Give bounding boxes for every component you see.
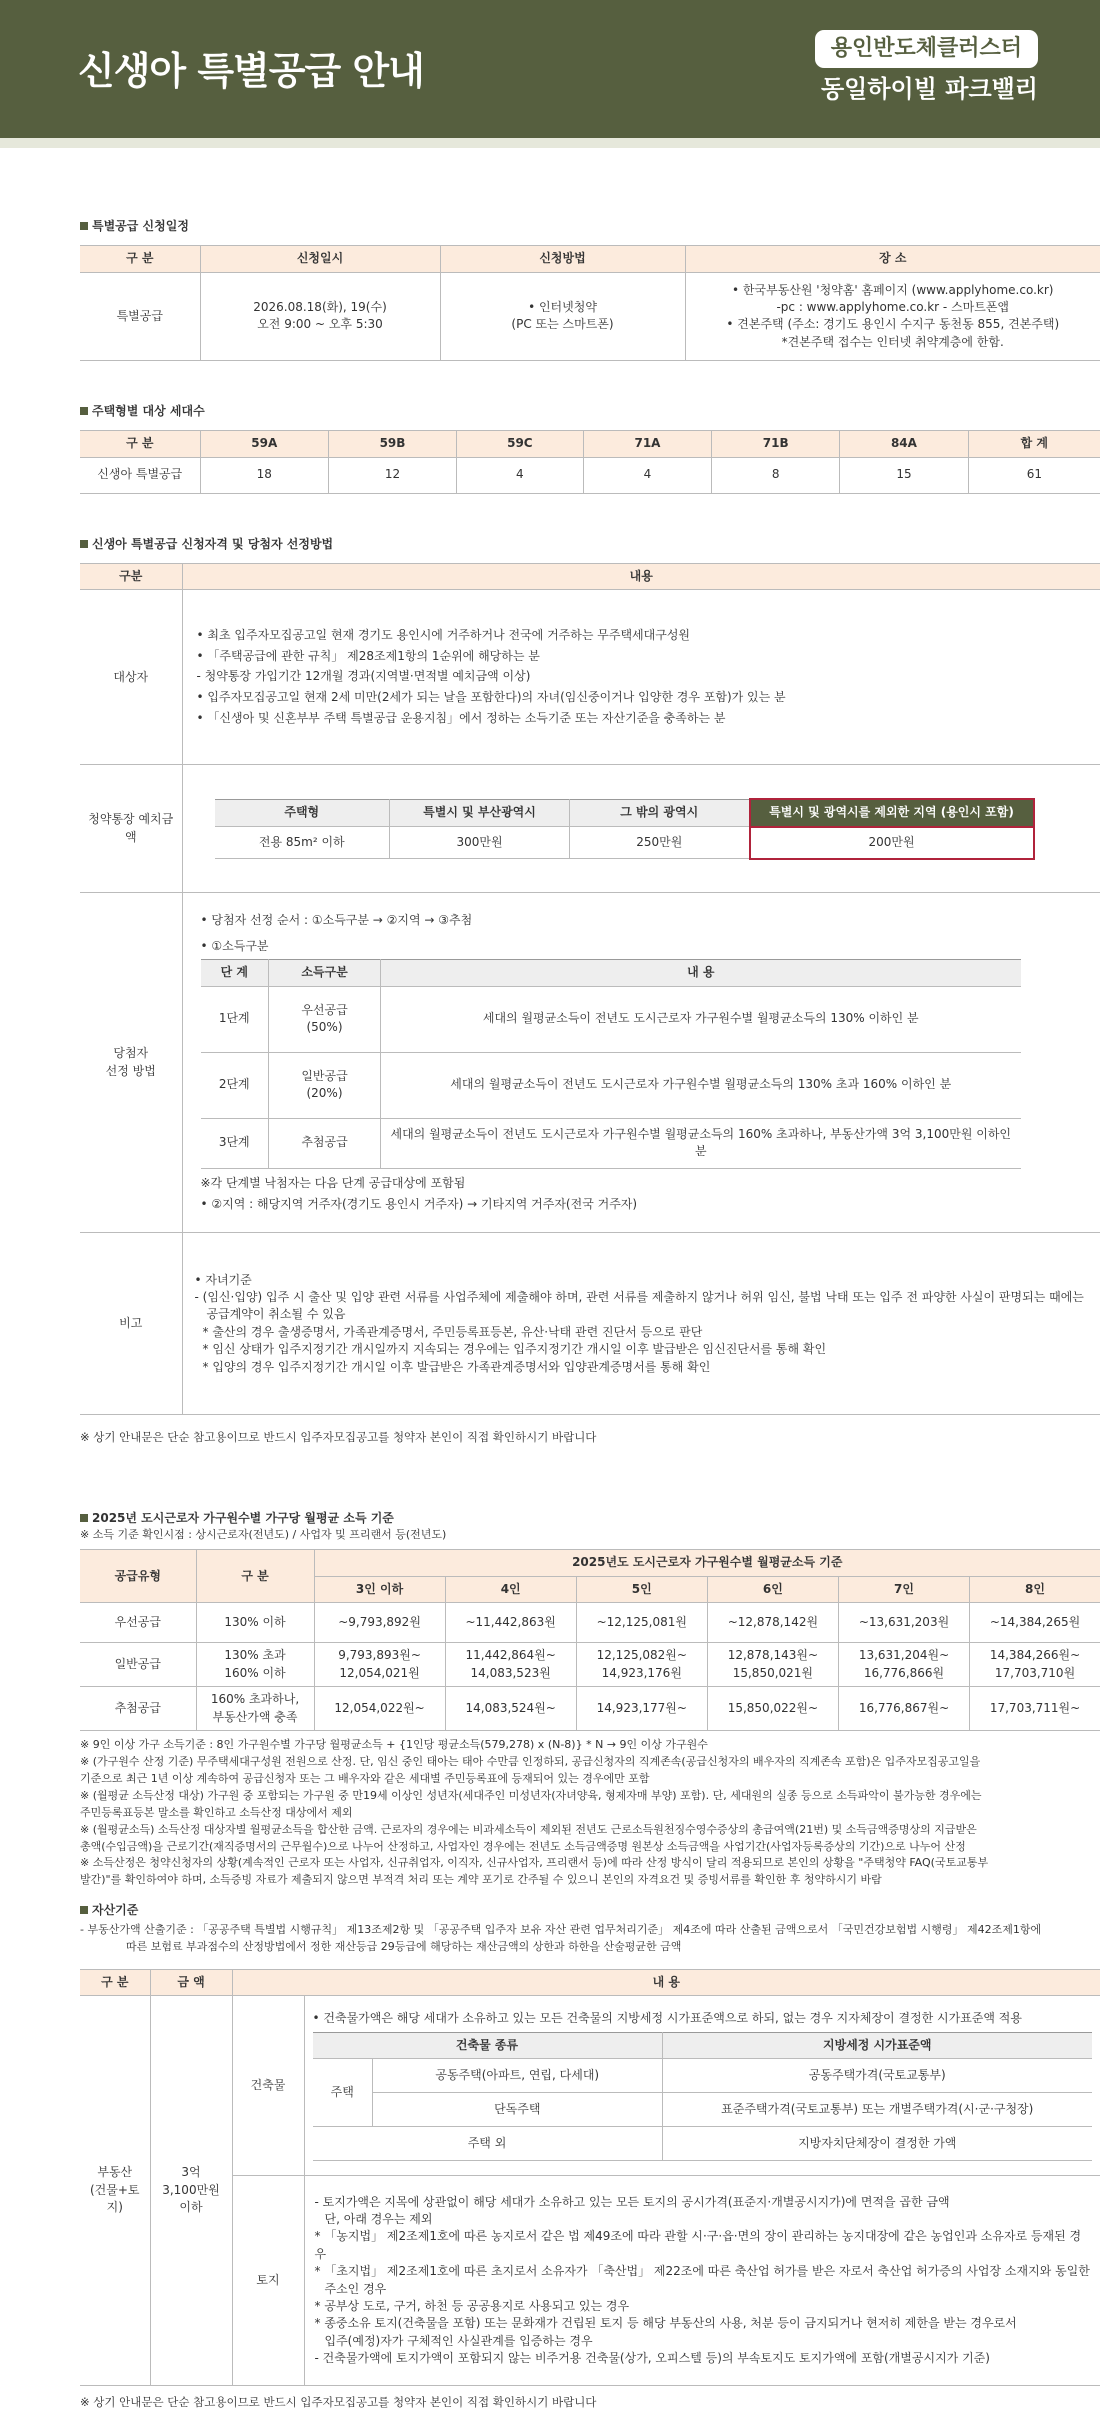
header-divider bbox=[0, 138, 1100, 148]
apply-date: 2026.08.18(화), 19(수) 오전 9:00 ~ 오후 5:30 bbox=[200, 272, 440, 360]
row-label: 청약통장 예치금액 bbox=[80, 765, 182, 893]
income-check-note: ※ 소득 기준 확인시점 : 상시근로자(전년도) / 사업자 및 프리랜서 등(전년도) bbox=[80, 1528, 447, 1542]
disclaimer: ※ 상기 안내문은 단순 참고용이므로 반드시 입주자모집공고를 청약자 본인이 직접 확인하시기 바랍니다 bbox=[80, 1430, 597, 1445]
table-cell: 12 bbox=[329, 457, 457, 493]
income-title: 2025년 도시근로자 가구원수별 가구당 월평균 소득 기준 bbox=[80, 1510, 1100, 1527]
asset-title: 자산기준 bbox=[80, 1902, 1100, 1919]
col-header: 구분 bbox=[80, 563, 182, 589]
table-cell: 18 bbox=[200, 457, 329, 493]
row-label: 대상자 bbox=[80, 590, 182, 765]
income-notes: ※ 9인 이상 가구 소득기준 : 8인 가구원수별 가구당 월평균소득 + {1인당 평균소득(579,278) x (N-8)} * N → 9인 이상 가구원수 ※ (가구원수 산정 기준) 무주택세대구성원 전원으로 산정. 단, 임신 중인 태아는 태아 수만큼 인정하되, 공급신청자의 직계존속(공급신청자의 배우자의 직계존속 포함)은 입주자모집공고일을 기준으로 최근 1년 이상 계속하여 공급신청자 또는 그 배우자와 같은 세대별 주민등록표에 등재되어 있는 경우에만 포함 ※ (월평균 소득산정 대상) 가구원 중 포함되는 가구원 중 만19세 이상인 성년자(세대주인 미성년자(자녀양육, 형제자매 부양) 포함). 단, 세대원의 실종 등으로 소득파악이 불가능한 경우에는 주민등록표등본 말소를 확인하고 소득산정 대상에서 제외 ※ (월평균소득) 소득산정 대상자별 월평균소득을 합산한 금액. 근로자의 경우에는 비과세소득이 제외된 전년도 근로소득원천징수영수증상의 총급여액(21번) 및 소득금액증명상의 지급받은 총액(수입금액)을 근로기간(재직증명서의 근무월수)으로 나누어 산정하고, 사업자인 경우에는 전년도 소득금액증명 원본상 소득금액을 사업기간(사업자등록증상의 기간)으로 나누어 산정 ※ 소득산정은 청약신청자의 상황(계속적인 근로자 또는 사업자, 신규취업자, 이직자, 신규사업자, 프리랜서 등)에 따라 산정 방식이 달리 적용되므로 본인의 상황을 "주택청약 FAQ(국토교통부 발간)"를 확인하여야 하며, 소득증빙 자료가 제출되지 않으면 부적격 처리 또는 계약 포기로 간주될 수 있으니 본인의 자격요건 및 증빙서류를 확인한 후 청약하시기 바람 bbox=[80, 1737, 989, 1887]
income-stage-table: 단 계 소득구분 내 용 1단계 우선공급 (50%) 세대의 월평균소득이 전년도 도시근로자 가구원수별 월평균소득의 130% 이하인 분 2단계 일반공급 (20%) 세대의 월평균소득이 전년도 도시근로자 가구원수별 월평균소득의 130% 초과 160% 이하인 분 3단계 추첨공급 세대의 월평균소득이 전년도 도시근로자 가구원수별 월평균소득의 160% 초과하나, 부동산가액 3억 3,100만원 이하인 분 bbox=[201, 959, 1021, 1168]
disclaimer-bottom: ※ 상기 안내문은 단순 참고용이므로 반드시 입주자모집공고를 청약자 본인이 직접 확인하시기 바랍니다 bbox=[80, 2395, 597, 2409]
table-cell: 4 bbox=[456, 457, 583, 493]
winner-content: • 당첨자 선정 순서 : ①소득구분 → ②지역 → ③추첨 • ①소득구분 단 계 소득구분 내 용 1단계 우선공급 (50%) 세대의 월평균소득이 전년도 도시근로자 가구원수별 월평균소득의 130% 이하인 분 2단계 일반공급 (20%) 세대의 월평균소득이 전년도 도시근로자 가구원수별 월평균소득의 130% 초과 160% 이하인 분 3단계 추첨공급 세대의 월평균소득이 전년도 도시근로자 가구원수별 월평균소득의 160% 초과하나, 부동산가액 3억 3,100만원 이하인 분 ※각 단계별 낙첨자는 다음 단계 공급대상에 포함됨 • ②지역 : 해당지역 거주자(경기도 용인시 거주자) → 기타지역 거주자(전국 거주자) bbox=[182, 893, 1100, 1233]
col-header: 71B bbox=[712, 431, 840, 457]
apply-place: • 한국부동산원 '청약홈' 홈페이지 (www.applyhome.co.kr) -pc : www.applyhome.co.kr - 스마트폰앱 • 견본주택 (주소: 경기도 용인시 수지구 동천동 855, 견본주택) *견본주택 접수는 인터넷 취약계층에 한함. bbox=[685, 272, 1100, 360]
complex-name: 동일하이빌 파크밸리 bbox=[820, 75, 1038, 103]
col-header: 신청방법 bbox=[440, 246, 685, 272]
col-header: 구 분 bbox=[80, 246, 200, 272]
col-header: 내용 bbox=[182, 563, 1100, 589]
col-header: 장 소 bbox=[685, 246, 1100, 272]
supply-type: 특별공급 bbox=[80, 272, 200, 360]
table-cell: 8 bbox=[712, 457, 840, 493]
col-header: 59C bbox=[456, 431, 583, 457]
asset-table: 구 분 금 액 내 용 부동산 (건물+토지) 3억 3,100만원 이하 건축물 • 건축물가액은 해당 세대가 소유하고 있는 모든 건축물의 지방세정 시가표준액으로 하되, 없는 경우 지자체장이 결정한 시가표준액 적용 건축물 종류 지방세정 시가표준액 주택 공동주택(아파트, 연립, 다세대) 공동주택가격(국토교통부) 단독주택 표준주택가격(국토교통부) 또는 개별주택가격(시·군·구청장) 주택 외 지방자치단체장이 결정한 가액 토지 - 토지가액은 지목에 상관없이 해당 세대가 소유하고 있는 모든 토지의 공시가격(표준지·개별공시지가)에 면적을 곱한 금액 단, 아래 경우는 제외 * 「농지법」 제2조제1호에 따른 농지로서 같은 법 제49조에 따라 관할 시·구·읍·면의 장이 관리하는 농지대장에 같은 농업인과 소유자로 등재된 경우 * 「초지법」 제2조제1호에 따른 초지로서 소유자가 「축산법」 제22조에 따른 축산업 허가를 받은 자로서 축산업 허가증의 사업장 소재지와 동일한 주소인 경우 * 공부상 도로, 구거, 하천 등 공공용지로 사용되고 있는 경우 * 종중소유 토지(건축물을 포함) 또는 문화재가 건립된 토지 등 해당 부동산의 사용, 처분 등이 금지되거나 현저히 제한을 받는 경우로서 입주(예정)자가 구체적인 사실관계를 입증하는 경우 - 건축물가액에 토지가액이 포함되지 않는 비주거용 건축물(상가, 오피스텔 등)의 부속토지도 토지가액에 포함(개별공시지가 기준) bbox=[80, 1969, 1100, 2386]
col-header: 59B bbox=[329, 431, 457, 457]
col-header: 합 계 bbox=[968, 431, 1100, 457]
page-title: 신생아 특별공급 안내 bbox=[78, 49, 424, 93]
schedule-title: 특별공급 신청일정 bbox=[80, 218, 1100, 235]
table-cell: 15 bbox=[840, 457, 969, 493]
header bbox=[0, 0, 1100, 138]
table-cell: 4 bbox=[583, 457, 712, 493]
eligibility-title: 신생아 특별공급 신청자격 및 당첨자 선정방법 bbox=[80, 536, 1100, 553]
income-table: 공급유형 구 분 2025년도 도시근로자 가구원수별 월평균소득 기준 3인 이하 4인 5인 6인 7인 8인 우선공급 130% 이하 ~9,793,892원 ~11,442,863원 ~12,125,081원 ~12,878,142원 ~13,631,203원 ~14,384,265원 일반공급 130% 초과 160% 이하 9,793,893원~ 12,054,021원 11,442,864원~ 14,083,523원 12,125,082원~ 14,923,176원 12,878,143원~ 15,850,021원 13,631,204원~ 16,776,866원 14,384,266원~ 17,703,710원 추첨공급 160% 초과하나, 부동산가액 충족 12,054,022원~ 14,083,524원~ 14,923,177원~ 15,850,022원~ 16,776,867원~ 17,703,711원~ bbox=[80, 1549, 1100, 1731]
building-value-table: 건축물 종류 지방세정 시가표준액 주택 공동주택(아파트, 연립, 다세대) 공동주택가격(국토교통부) 단독주택 표준주택가격(국토교통부) 또는 개별주택가격(시·군·구청장) 주택 외 지방자치단체장이 결정한 가액 bbox=[313, 2032, 1093, 2161]
col-header: 71A bbox=[583, 431, 712, 457]
eligibility-table bbox=[80, 563, 1100, 1415]
asset-desc: - 부동산가액 산출기준 : 「공공주택 특별법 시행규칙」 제13조제2항 및 「공공주택 입주자 보유 자산 관련 업무처리기준」 제4조에 따라 산출된 금액으로서 「국민건강보험법 시행령」 제42조제1항에 따른 보험료 부과점수의 산정방법에서 정한 재산등급 29등급에 해당하는 재산금액의 상한과 하한을 산술평균한 금액 bbox=[80, 1922, 1042, 1953]
units-title: 주택형별 대상 세대수 bbox=[80, 403, 1100, 420]
apply-method: • 인터넷청약 (PC 또는 스마트폰) bbox=[440, 272, 685, 360]
target-content: • 최초 입주자모집공고일 현재 경기도 용인시에 거주하거나 전국에 거주하는 무주택세대구성원 • 「주택공급에 관한 규칙」 제28조제1항의 1순위에 해당하는 분 - 청약통장 가입기간 12개월 경과(지역별·면적별 예치금액 이상) • 입주자모집공고일 현재 2세 미만(2세가 되는 날을 포함한다)의 자녀(임신중이거나 입양한 경우 포함)가 있는 분 • 「신생아 및 신혼부부 주택 특별공급 운용지침」에서 정하는 소득기준 또는 자산기준을 충족하는 분 bbox=[182, 590, 1100, 765]
col-header: 59A bbox=[200, 431, 329, 457]
remark-content: • 자녀기준 - (임신·입양) 입주 시 출산 및 입양 관련 서류를 사업주체에 제출해야 하며, 관련 서류를 제출하지 않거나 허위 임신, 불법 낙태 또는 입주 전 파양한 사실이 판명되는 때에는 공급계약이 취소될 수 있음 * 출산의 경우 출생증명서, 가족관계증명서, 주민등록표등본, 유산·낙태 관련 진단서 등으로 판단 * 임신 상태가 입주지정기간 개시일까지 지속되는 경우에는 입주지정기간 개시일 이후 발급받은 임신진단서를 통해 확인 * 입양의 경우 입주지정기간 개시일 이후 발급받은 가족관계증명서와 입양관계증명서를 통해 확인 bbox=[182, 1233, 1100, 1415]
units-table bbox=[80, 430, 1100, 493]
deposit-table: 주택형 특별시 및 부산광역시 그 밖의 광역시 특별시 및 광역시를 제외한 지역 (용인시 포함) 전용 85m² 이하 300만원 250만원 200만원 bbox=[215, 798, 1035, 859]
complex-badge: 용인반도체클러스터 bbox=[815, 30, 1038, 68]
schedule-table bbox=[80, 245, 1100, 360]
col-header: 구 분 bbox=[80, 431, 200, 457]
table-cell: 61 bbox=[968, 457, 1100, 493]
row-label: 비고 bbox=[80, 1233, 182, 1415]
col-header: 84A bbox=[840, 431, 969, 457]
deposit-content bbox=[182, 765, 1100, 893]
col-header: 신청일시 bbox=[200, 246, 440, 272]
row-label: 당첨자 선정 방법 bbox=[80, 893, 182, 1233]
table-cell: 신생아 특별공급 bbox=[80, 457, 200, 493]
